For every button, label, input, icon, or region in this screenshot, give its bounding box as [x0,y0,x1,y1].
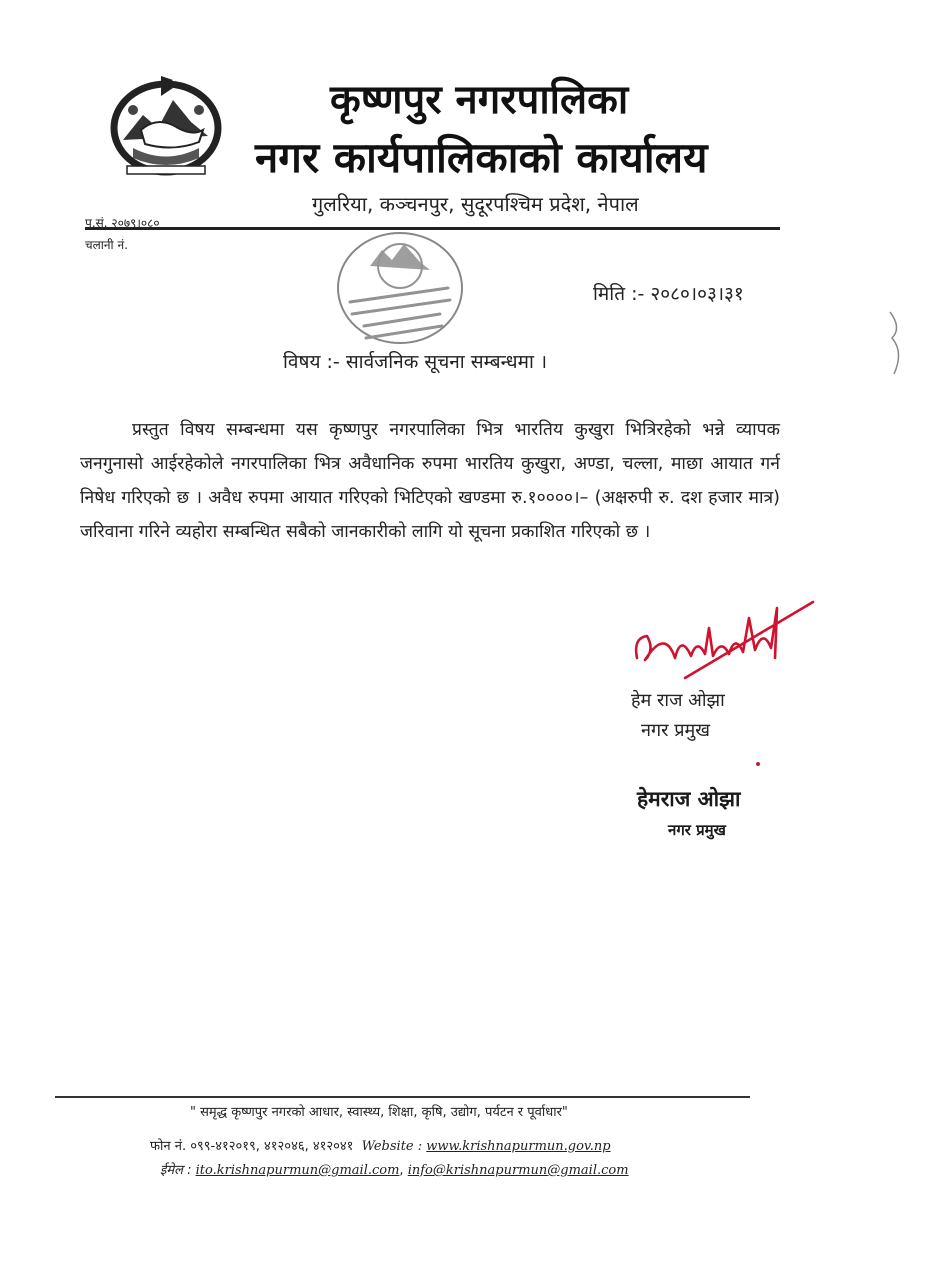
website-label: Website : [361,1139,423,1154]
email-link-info[interactable]: info@krishnapurmun@gmail.com [407,1163,629,1178]
municipality-name: कृष्णपुर नगरपालिका [330,77,629,123]
name-stamp-title: नगर प्रमुख [668,821,726,839]
email-separator: , [399,1163,404,1178]
office-name: नगर कार्यपालिकाको कार्यालय [255,133,708,182]
footer-email-line [160,1160,629,1178]
nepal-emblem-logo [103,70,229,180]
handwritten-signature [625,598,815,693]
office-stamp [330,226,470,351]
margin-mark [880,308,910,378]
red-ink-dot [756,762,760,766]
phone-label: फोन नं. [150,1139,187,1154]
name-stamp: हेमराज ओझा [637,787,741,811]
phone-numbers: ०९९-४१२०१९, ४१२०४६, ४१२०४१ [190,1139,354,1154]
dispatch-number-label: चलानी नं. [85,238,128,252]
email-label: ईमेल : [160,1163,192,1178]
letter-body: प्रस्तुत विषय सम्बन्धमा यस कृष्णपुर नगरपालिका भित्र भारतिय कुखुरा भित्रिरहेको भन्ने व्यापक जनगुनासो आईरहेकोले नगरपालिका भित्र अवैधानिक रुपमा भारतिय कुखुरा, अण्डा, चल्ला, माछा आयात गर्न निषेध गरिएको छ । अवैध रुपमा आयात गरिएको भिटिएको खण्डमा रु.१००००।– (अक्षरुपी रु. दश हजार मात्र) जरिवाना गरिने व्यहोरा सम्बन्धित सबैको जानकारीको लागि यो सूचना प्रकाशित गरिएको छ । [80,420,780,542]
email-link-ito[interactable]: ito.krishnapurmun@gmail.com [195,1163,400,1178]
footer-slogan: " समृद्ध कृष्णपुर नगरको आधार, स्वास्थ्य, शिक्षा, कृषि, उद्योग, पर्यटन र पूर्वाधार" [190,1105,568,1120]
footer-contact-line [150,1136,611,1154]
signatory-title: नगर प्रमुख [641,720,710,741]
letter-subject: विषय :- सार्वजनिक सूचना सम्बन्धमा । [283,351,548,373]
letter-date: मिति :- २०८०।०३।३१ [593,283,744,305]
office-address: गुलरिया, कञ्चनपुर, सुदूरपश्चिम प्रदेश, नेपाल [312,192,639,216]
reference-number: प.सं. २०७९।०८० [85,216,160,230]
footer-divider [55,1096,750,1098]
signatory-name: हेम राज ओझा [631,690,725,711]
website-link[interactable]: www.krishnapurmun.gov.np [426,1139,611,1154]
